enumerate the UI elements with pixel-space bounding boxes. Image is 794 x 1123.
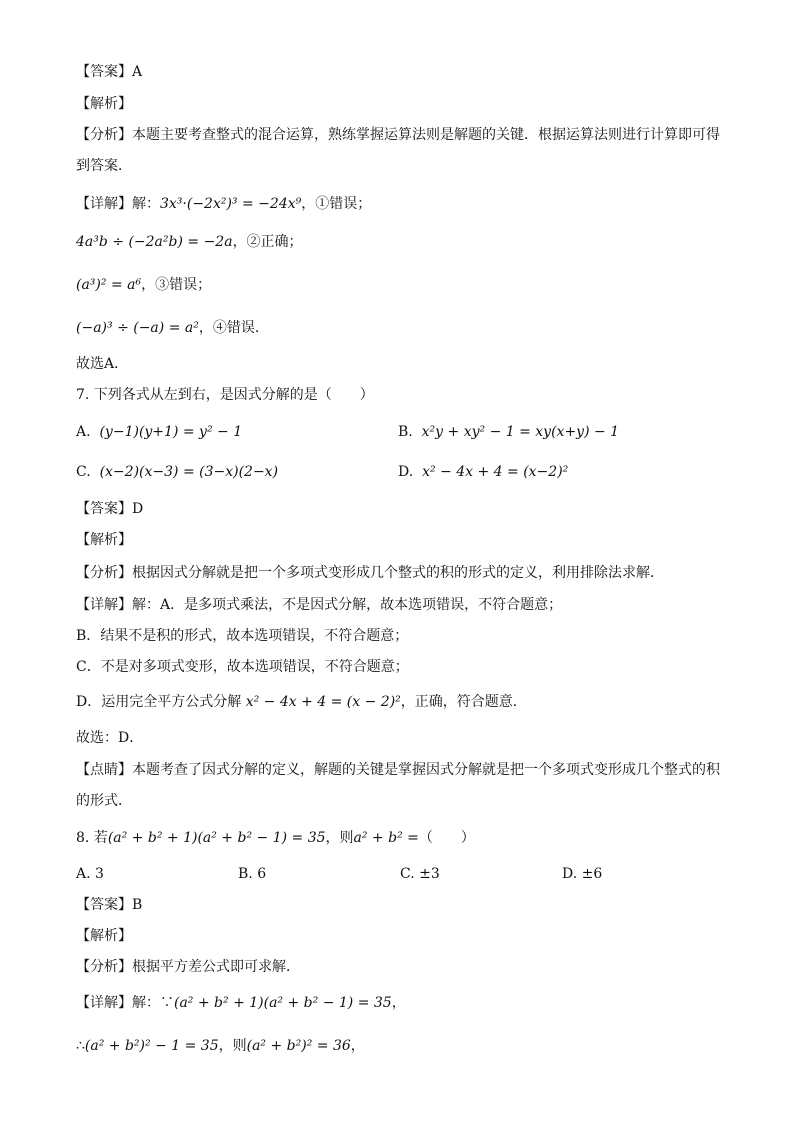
q7-analysis-heading: 【解析】 bbox=[76, 532, 132, 548]
q8-option-d-label: D. bbox=[562, 866, 578, 882]
q7-comment: 【点睛】本题考查了因式分解的定义，解题的关键是掌握因式分解就是把一个多项式变形成几个整式的积的形式． bbox=[76, 762, 720, 809]
q6-step4-expr: (−a)³ ÷ (−a) = a² bbox=[76, 320, 199, 336]
q7-option-a bbox=[76, 422, 242, 442]
q8-step2-expr2: (a² + b²)² = 36 bbox=[246, 1038, 351, 1054]
q6-analysis-heading: 【解析】 bbox=[76, 96, 132, 112]
q8-detail-suffix: ， bbox=[391, 995, 406, 1011]
q8-step2-suffix: ， bbox=[350, 1038, 365, 1054]
q7-option-a-label: A. bbox=[76, 424, 91, 440]
q8-step2-mid: ，则 bbox=[218, 1038, 247, 1054]
q7-option-c-expr: (x−2)(x−3) = (3−x)(2−x) bbox=[99, 464, 279, 480]
q8-detail-step1 bbox=[76, 993, 406, 1013]
q8-analysis-heading: 【解析】 bbox=[76, 928, 132, 944]
q7-detail-c: C．不是对多项式变形，故本选项错误，不符合题意； bbox=[76, 659, 409, 675]
q7-option-d-expr: x² − 4x + 4 = (x−2)² bbox=[422, 464, 569, 480]
q8-option-a-value: 3 bbox=[95, 866, 104, 882]
q7-option-d-label: D. bbox=[398, 464, 414, 480]
q8-option-a-label: A. bbox=[76, 866, 91, 882]
q7-detail-d-expr: x² − 4x + 4 = (x − 2)² bbox=[245, 694, 401, 710]
q8-option-a bbox=[76, 864, 104, 884]
q6-answer: 【答案】A bbox=[76, 64, 143, 80]
q7-option-c bbox=[76, 462, 278, 482]
q7-analysis: 【分析】根据因式分解就是把一个多项式变形成几个整式的积的形式的定义，利用排除法求解． bbox=[76, 565, 664, 581]
q6-analysis: 【分析】本题主要考查整式的混合运算，熟练掌握运算法则是解题的关键．根据运算法则进行计算即可得到答案． bbox=[76, 127, 720, 174]
q8-detail-prefix: 【详解】解：∵ bbox=[76, 995, 174, 1011]
q7-option-d bbox=[398, 462, 568, 482]
q6-detail-step2 bbox=[76, 232, 303, 252]
q6-step1-expr: 3x³·(−2x²)³ = −24x⁹ bbox=[160, 196, 302, 212]
q8-stem-expr: (a² + b² + 1)(a² + b² − 1) = 35 bbox=[107, 830, 326, 846]
q7-option-c-label: C. bbox=[76, 464, 91, 480]
q8-detail-expr: (a² + b² + 1)(a² + b² − 1) = 35 bbox=[174, 995, 392, 1011]
q6-step2-expr: 4a³b ÷ (−2a²b) = −2a bbox=[76, 234, 233, 250]
q8-stem-mid: ，则 bbox=[325, 830, 354, 846]
q7-stem: 7. 下列各式从左到右，是因式分解的是（ ） bbox=[76, 387, 374, 403]
q7-option-b bbox=[398, 422, 619, 442]
q8-option-b-value: 6 bbox=[257, 866, 267, 882]
q6-step3-expr: (a³)² = a⁶ bbox=[76, 277, 142, 293]
q6-choice: 故选A． bbox=[76, 356, 129, 372]
q8-stem-prefix: 8. 若 bbox=[76, 830, 108, 846]
q7-option-b-label: B. bbox=[398, 424, 413, 440]
q8-stem-expr2: a² + b² = bbox=[353, 830, 419, 846]
q8-stem bbox=[76, 828, 475, 848]
q7-detail-d-suffix: ，正确，符合题意． bbox=[400, 694, 527, 710]
q8-option-c-value: ±3 bbox=[419, 866, 440, 882]
q7-choice: 故选：D． bbox=[76, 730, 144, 746]
q8-option-d-value: ±6 bbox=[581, 866, 603, 882]
q7-option-b-expr: x²y + xy² − 1 = xy(x+y) − 1 bbox=[421, 424, 620, 440]
q7-detail-b: B．结果不是积的形式，故本选项错误，不符合题意； bbox=[76, 628, 409, 644]
q6-step2-note: ，②正确； bbox=[232, 234, 303, 250]
q8-option-c bbox=[400, 864, 440, 884]
q6-detail-prefix: 【详解】解： bbox=[76, 196, 160, 212]
q6-detail-step4 bbox=[76, 318, 269, 338]
q8-step2-prefix: ∴ bbox=[76, 1038, 85, 1054]
q6-step1-note: ，①错误； bbox=[301, 196, 372, 212]
q8-step2-expr: (a² + b²)² − 1 = 35 bbox=[84, 1038, 219, 1054]
q7-answer: 【答案】D bbox=[76, 501, 144, 517]
q7-option-a-expr: (y−1)(y+1) = y² − 1 bbox=[99, 424, 243, 440]
q8-option-b-label: B. bbox=[238, 866, 253, 882]
q7-detail-d-prefix: D．运用完全平方公式分解 bbox=[76, 694, 242, 710]
q8-option-c-label: C. bbox=[400, 866, 415, 882]
q6-step4-note: ，④错误． bbox=[198, 320, 269, 336]
q8-stem-suffix: （ ） bbox=[418, 830, 475, 846]
q7-detail-a: 【详解】解：A．是多项式乘法，不是因式分解，故本选项错误，不符合题意； bbox=[76, 597, 563, 613]
q6-step3-note: ，③错误； bbox=[141, 277, 212, 293]
q8-option-b bbox=[238, 864, 266, 884]
q8-option-d bbox=[562, 864, 602, 884]
q7-detail-d bbox=[76, 692, 527, 712]
q6-detail-step3 bbox=[76, 275, 211, 295]
q8-answer: 【答案】B bbox=[76, 897, 143, 913]
q8-analysis: 【分析】根据平方差公式即可求解． bbox=[76, 959, 300, 975]
q8-detail-step2 bbox=[76, 1036, 365, 1056]
q6-detail-step1 bbox=[76, 194, 371, 214]
